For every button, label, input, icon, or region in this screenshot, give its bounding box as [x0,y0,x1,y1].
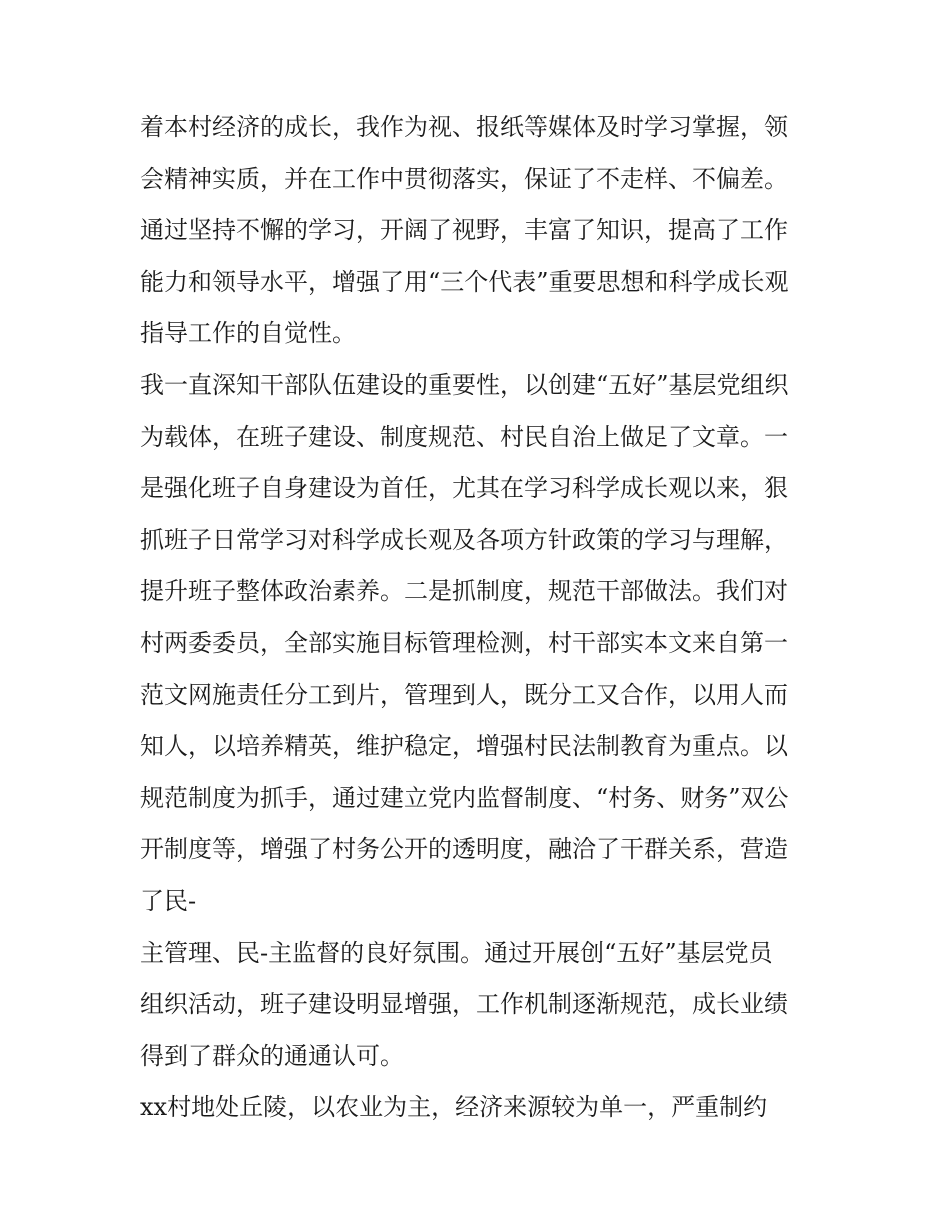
text-line: 提升班子整体政治素养。二是抓制度，规范干部做法。我们对 [140,577,788,606]
text-line: 通过坚持不懈的学习，开阔了视野，丰富了知识，提高了工作 [140,216,788,245]
text-line: 组织活动，班子建设明显增强，工作机制逐渐规范，成长业绩 [140,990,788,1019]
text-line: 了民- [140,886,197,915]
text-line: 主管理、民-主监督的良好氛围。通过开展创“五好”基层党员 [140,938,773,967]
text-line: xx村地处丘陵，以农业为主，经济来源较为单一，严重制约 [140,1093,768,1122]
text-line: 我一直深知干部队伍建设的重要性，以创建“五好”基层党组织 [140,370,789,399]
text-line: 是强化班子自身建设为首任，尤其在学习科学成长观以来，狠 [140,474,788,503]
text-line: 知人，以培养精英，维护稳定，增强村民法制教育为重点。以 [140,732,788,761]
text-line: 村两委委员，全部实施目标管理检测，村干部实本文来自第一 [140,628,788,657]
body-text [140,102,820,1134]
text-line: 指导工作的自觉性。 [140,319,356,348]
text-line: 为载体，在班子建设、制度规范、村民自治上做足了文章。一 [140,422,788,451]
text-line: 抓班子日常学习对科学成长观及各项方针政策的学习与理解， [140,525,788,554]
text-line: 范文网施责任分工到片，管理到人，既分工又合作，以用人而 [140,680,788,709]
text-line: 着本村经济的成长，我作为视、报纸等媒体及时学习掌握，领 [140,113,788,141]
text-line: 规范制度为抓手，通过建立党内监督制度、“村务、财务”双公 [140,783,789,812]
text-line: 开制度等，增强了村务公开的透明度，融洽了干群关系，营造 [140,835,788,864]
text-line: 能力和领导水平，增强了用“三个代表”重要思想和科学成长观 [140,267,789,296]
text-line: 得到了群众的通通认可。 [140,1041,404,1070]
text-line: 会精神实质，并在工作中贯彻落实，保证了不走样、不偏差。 [140,164,788,193]
